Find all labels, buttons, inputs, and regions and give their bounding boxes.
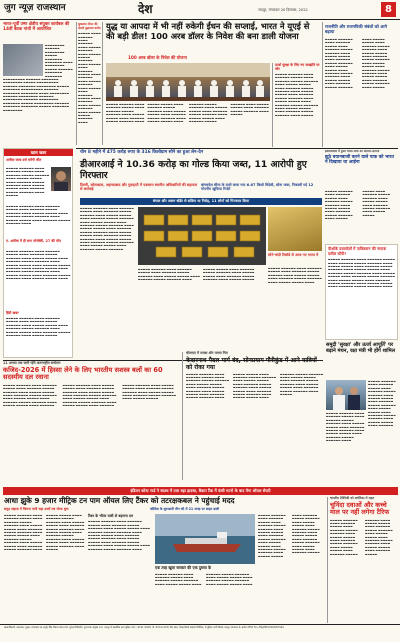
right-bottom-body: ▬▬▬▬▬ ▬▬▬▬▬▬ ▬▬▬▬ ▬▬▬▬▬▬ ▬▬▬▬▬ ▬▬▬▬ ▬▬▬▬▬▬ ▬▬▬▬▬ ▬▬▬▬▬▬ ▬▬▬▬ ▬▬▬▬▬ ▬▬▬▬▬ ▬▬▬▬ ▬▬▬▬▬▬ ▬▬▬▬▬ ▬▬▬▬▬▬ ▬▬▬▬ ▬▬▬▬▬ ▬▬▬▬▬ ▬▬▬▬ ▬▬▬▬▬▬ ▬▬▬▬▬ ▬▬▬▬▬▬ ▬▬▬▬ ▬▬▬▬▬ ▬▬▬▬▬ ▬▬▬▬ ▬▬▬▬▬▬ ▬▬▬▬▬ ▬▬▬▬▬▬ ▬▬▬▬ ▬▬▬▬▬ ▬▬▬▬▬ ▬▬▬▬ ▬▬▬▬▬▬ ▬▬▬▬▬ ▬▬▬▬▬▬ ▬▬▬▬ ▬▬▬▬▬ ▬▬▬▬▬ ▬▬▬▬ ▬▬▬▬▬▬ ▬▬▬▬▬ (330, 518, 393, 556)
cabinet-headline: कजिद-2026 में हिस्सा लेने के लिए भारतीय सशस्त्र बलों का 60 सदस्यीय दल रवाना (3, 365, 163, 382)
right-box-headline: पीओके दस्तावेज़ों में पाकिस्तान की नापाक दलील सोंपी? (328, 246, 387, 256)
narrow-column (76, 22, 103, 145)
maritime-body: ▬▬▬▬▬ ▬▬▬▬▬▬ ▬▬▬▬ ▬▬▬▬▬▬ ▬▬▬▬▬ ▬▬▬▬ ▬▬▬▬▬▬ ▬▬▬▬▬ ▬▬▬▬▬▬ ▬▬▬▬ ▬▬▬▬▬ ▬▬▬▬▬ ▬▬▬▬ ▬▬▬▬▬▬ ▬▬▬▬▬ ▬▬▬▬▬▬ ▬▬▬▬ ▬▬▬▬▬ ▬▬▬▬▬ ▬▬▬▬ ▬▬▬▬▬▬ ▬▬▬▬▬ ▬▬▬▬▬▬ ▬▬▬▬ ▬▬▬▬▬ ▬▬▬▬▬ ▬▬▬▬ ▬▬▬▬▬▬ (368, 380, 396, 428)
right-top-headline: राजनीति और राजनयिकी संबंधों को आगे बढ़ाया (325, 24, 387, 34)
right-top-story (322, 22, 398, 147)
left-top-photo (3, 44, 43, 76)
left-top-headline: भारत-पूर्वी उष्ण क्षेत्रीय संयुक्त कार्यबल की 14वीं बैठक गांधी में आयोजित (3, 22, 70, 32)
footer-imprint: स्वत्वाधिकारी, प्रकाशक, मुद्रक, सम्पादक पत्र अर्जुन सिंह निवास मंडल मार्ग, सुरेन्द्र सिटीफोर्ट, गुरुनानक संयुक्त नगर, जयपुर से प्रकाशित तथा मुद्रित। फोन : 0141-2339, मो. 9214 (222) पिन कोड, मेवाड़ प्रिंटर्स प्राइवेट लिमिटेड, से मुद्रित। सभी विवाद जयपुर न्यायालय के अधीन। RNI No.-RAJHIN/2020/81542 (4, 626, 284, 629)
maritime-photo (326, 380, 366, 410)
narrow-column-body: ▬▬▬▬▬ ▬▬▬▬ ▬▬▬▬▬▬ ▬▬▬▬ ▬▬▬▬▬▬ ▬▬▬▬ ▬▬▬▬▬ ▬▬▬▬▬▬ ▬▬▬▬ ▬▬▬▬▬ ▬▬▬▬▬ ▬▬▬▬▬▬ ▬▬▬▬ ▬▬▬▬▬ ▬▬▬▬ ▬▬▬▬▬▬ ▬▬▬▬▬ ▬▬▬▬ ▬▬▬▬▬▬ ▬▬▬▬ ▬▬▬▬▬ ▬▬▬▬▬▬ ▬▬▬▬ ▬▬▬▬▬ ▬▬▬▬ ▬▬▬▬▬▬ ▬▬▬▬▬ ▬▬▬▬ ▬▬▬▬▬▬ ▬▬▬▬ ▬▬▬▬▬ ▬▬▬▬▬▬ ▬▬▬▬ ▬▬▬▬▬ ▬▬▬▬▬ ▬▬▬▬▬▬ ▬▬▬▬ (78, 32, 101, 124)
left-box-body1: ▬▬▬▬▬ ▬▬▬▬▬▬ ▬▬▬▬ ▬▬▬▬▬▬ ▬▬▬▬▬ ▬▬▬▬ ▬▬▬▬▬▬ ▬▬▬▬▬ ▬▬▬▬▬▬ ▬▬▬▬ ▬▬▬▬▬ ▬▬▬▬▬ ▬▬▬▬ ▬▬▬▬▬▬ ▬▬▬▬▬ ▬▬▬▬▬▬ ▬▬▬▬ ▬▬▬▬▬ ▬▬▬▬▬ ▬▬▬▬ ▬▬▬▬▬▬ ▬▬▬▬▬ ▬▬▬▬▬▬ ▬▬▬▬ ▬▬▬▬▬ (6, 167, 50, 198)
left-box-sub3: हिंदी खबर (6, 311, 19, 315)
cabinet-kicker: 11 अगस्त तक जारी रहेंगे अंतरराष्ट्रीय सम्मेलन (3, 361, 61, 365)
gold-caption-bar: बंगाल और असम बॉर्डर से सक्रिय था गिरोह, 11 लोगों को गिरफ्तार किया (80, 198, 322, 205)
gold-kicker: चीन 8 महीने में 475 करोड़ रुपए के 316 किलोग्राम सोने का हुआ लेन-देन (80, 150, 204, 155)
gold-side-note: सोने-चांदी रिकॉर्ड से आज नए भारत में (268, 253, 319, 257)
person-portrait-icon (51, 167, 71, 191)
left-box-body3: ▬▬▬▬▬ ▬▬▬▬▬▬ ▬▬▬▬ ▬▬▬▬▬▬ ▬▬▬▬▬ ▬▬▬▬ ▬▬▬▬▬▬ ▬▬▬▬▬ ▬▬▬▬▬▬ ▬▬▬▬ ▬▬▬▬▬ ▬▬▬▬▬ ▬▬▬▬ ▬▬▬▬▬▬ ▬▬▬▬▬ ▬▬▬▬▬▬ ▬▬▬▬ ▬▬▬▬▬ ▬▬▬▬▬ ▬▬▬▬ ▬▬▬▬▬▬ ▬▬▬▬▬ ▬▬▬▬▬▬ ▬▬▬▬ ▬▬▬▬▬ ▬▬▬▬▬ ▬▬▬▬ ▬▬▬▬▬▬ ▬▬▬▬▬ ▬▬▬▬▬▬ ▬▬▬▬ ▬▬▬▬▬ ▬▬▬▬▬ ▬▬▬▬ ▬▬▬▬▬▬ ▬▬▬▬▬ ▬▬▬▬▬▬ ▬▬▬▬ ▬▬▬▬▬ ▬▬▬▬▬ ▬▬▬▬ (6, 250, 71, 281)
right-bottom-story (327, 497, 398, 623)
gold-body-left: ▬▬▬▬▬ ▬▬▬▬▬▬ ▬▬▬▬ ▬▬▬▬▬▬ ▬▬▬▬▬ ▬▬▬▬ ▬▬▬▬▬▬ ▬▬▬▬▬ ▬▬▬▬▬▬ ▬▬▬▬ ▬▬▬▬▬ ▬▬▬▬▬ ▬▬▬▬ ▬▬▬▬▬▬ ▬▬▬▬▬ ▬▬▬▬▬▬ ▬▬▬▬ ▬▬▬▬▬ ▬▬▬▬▬ ▬▬▬▬ ▬▬▬▬▬▬ ▬▬▬▬▬ ▬▬▬▬▬▬ ▬▬▬▬ ▬▬▬▬▬ ▬▬▬▬▬ ▬▬▬▬ ▬▬▬▬▬▬ ▬▬▬▬▬ ▬▬▬▬▬▬ ▬▬▬▬ ▬▬▬▬▬ ▬▬▬▬▬ ▬▬▬▬ ▬▬▬▬▬▬ ▬▬▬▬▬ ▬▬▬▬▬▬ ▬▬▬▬ ▬▬▬▬▬ ▬▬▬▬▬ ▬▬▬▬ ▬▬▬▬▬▬ ▬▬▬▬▬ ▬▬▬▬▬▬ ▬▬▬▬ ▬▬▬▬▬ ▬▬▬▬▬ ▬▬▬▬ ▬▬▬▬▬▬ ▬▬▬▬▬ ▬▬▬▬▬▬ (80, 207, 134, 251)
gold-body-mid: ▬▬▬▬▬ ▬▬▬▬▬▬ ▬▬▬▬ ▬▬▬▬▬▬ ▬▬▬▬▬ ▬▬▬▬ ▬▬▬▬▬▬ ▬▬▬▬▬ ▬▬▬▬▬▬ ▬▬▬▬ ▬▬▬▬▬ ▬▬▬▬▬ ▬▬▬▬ ▬▬▬▬▬▬ ▬▬▬▬▬ ▬▬▬▬▬▬ ▬▬▬▬ ▬▬▬▬▬ ▬▬▬▬▬ ▬▬▬▬ ▬▬▬▬▬▬ ▬▬▬▬▬ ▬▬▬▬▬▬ ▬▬▬▬ ▬▬▬▬▬ ▬▬▬▬▬ ▬▬▬▬ ▬▬▬▬▬▬ ▬▬▬▬▬ ▬▬▬▬▬▬ ▬▬▬▬ ▬▬▬▬▬ ▬▬▬▬▬ (138, 268, 255, 282)
bottom-sub: एक तरह खुला सरकार की एक दुरुस्त के (155, 565, 211, 570)
bottom-caption-block (88, 514, 152, 622)
left-box-body2: ▬▬▬▬▬ ▬▬▬▬▬▬ ▬▬▬▬ ▬▬▬▬▬▬ ▬▬▬▬▬ ▬▬▬▬ ▬▬▬▬▬▬ ▬▬▬▬▬ ▬▬▬▬▬▬ ▬▬▬▬ ▬▬▬▬▬ ▬▬▬▬▬ ▬▬▬▬ ▬▬▬▬▬▬ ▬▬▬▬▬ ▬▬▬▬▬▬ ▬▬▬▬ ▬▬▬▬▬ ▬▬▬▬▬ ▬▬▬▬ ▬▬▬▬▬▬ ▬▬▬▬▬ ▬▬▬▬▬▬ ▬▬▬▬ (6, 205, 71, 226)
gold-headline: डीआरआई ने 10.36 करोड़ का गोल्ड किया जब्त, 11 आरोपी हुए गिरफ्तार (80, 159, 307, 181)
gold-side-body: ▬▬▬▬▬ ▬▬▬▬▬▬ ▬▬▬▬ ▬▬▬▬▬▬ ▬▬▬▬▬ ▬▬▬▬ ▬▬▬▬▬▬ ▬▬▬▬▬ ▬▬▬▬▬▬ ▬▬▬▬ ▬▬▬▬▬ ▬▬▬▬▬ ▬▬▬▬ ▬▬▬▬▬▬ ▬▬▬▬▬ ▬▬▬▬▬▬ ▬▬▬▬ ▬▬▬▬▬ ▬▬▬▬▬ ▬▬▬▬ (268, 267, 322, 284)
right-bottom-kicker: भारतीय टेक्निकी को अमेरिका में राहत (330, 496, 375, 500)
lead-sidebar-body: ▬▬▬▬▬ ▬▬▬▬▬▬ ▬▬▬▬ ▬▬▬▬▬▬ ▬▬▬▬▬ ▬▬▬▬ ▬▬▬▬▬▬ ▬▬▬▬▬ ▬▬▬▬▬▬ ▬▬▬▬ ▬▬▬▬▬ ▬▬▬▬▬ ▬▬▬▬ ▬▬▬▬▬▬ ▬▬▬▬▬ ▬▬▬▬▬▬ ▬▬▬▬ ▬▬▬▬▬ ▬▬▬▬▬ ▬▬▬▬ ▬▬▬▬▬▬ ▬▬▬▬▬ ▬▬▬▬▬▬ ▬▬▬▬ ▬▬▬▬▬ ▬▬▬▬▬ ▬▬▬▬ ▬▬▬▬▬▬ ▬▬▬▬▬ ▬▬▬▬▬▬ ▬▬▬▬ ▬▬▬▬▬ ▬▬▬▬▬ ▬▬▬▬ ▬▬▬▬▬▬ ▬▬▬▬▬ ▬▬▬▬▬▬ ▬▬▬▬ ▬▬▬▬▬ (275, 73, 319, 117)
left-box-sub2: ए. अमीषा में ही लगा मोनोबेरी, 27 की मौत (6, 239, 61, 243)
bottom-body-right: ▬▬▬▬▬ ▬▬▬▬▬▬ ▬▬▬▬ ▬▬▬▬▬▬ ▬▬▬▬▬ ▬▬▬▬ ▬▬▬▬▬▬ ▬▬▬▬▬ ▬▬▬▬▬▬ ▬▬▬▬ ▬▬▬▬▬ ▬▬▬▬▬ ▬▬▬▬ ▬▬▬▬▬▬ ▬▬▬▬▬ ▬▬▬▬▬▬ ▬▬▬▬ ▬▬▬▬▬ ▬▬▬▬▬ ▬▬▬▬ ▬▬▬▬▬▬ ▬▬▬▬▬ ▬▬▬▬▬▬ ▬▬▬▬ ▬▬▬▬▬ ▬▬▬▬▬ ▬▬▬▬ ▬▬▬▬▬▬ ▬▬▬▬▬ ▬▬▬▬▬▬ ▬▬▬▬ ▬▬▬▬▬ ▬▬▬▬▬ ▬▬▬▬ ▬▬▬▬▬▬ ▬▬▬▬▬ ▬▬▬▬▬▬ ▬▬▬▬ ▬▬▬▬▬ ▬▬▬▬▬ ▬▬▬▬ ▬▬▬▬▬▬ ▬▬▬▬▬ ▬▬▬▬▬▬ ▬▬▬▬ ▬▬▬▬▬ ▬▬▬▬▬ ▬▬▬▬ ▬▬▬▬▬▬ ▬▬▬▬▬ (258, 514, 320, 558)
right-top-body: ▬▬▬▬▬ ▬▬▬▬▬▬ ▬▬▬▬ ▬▬▬▬▬▬ ▬▬▬▬▬ ▬▬▬▬ ▬▬▬▬▬▬ ▬▬▬▬▬ ▬▬▬▬▬▬ ▬▬▬▬ ▬▬▬▬▬ ▬▬▬▬▬ ▬▬▬▬ ▬▬▬▬▬▬ ▬▬▬▬▬ ▬▬▬▬▬▬ ▬▬▬▬ ▬▬▬▬▬ ▬▬▬▬▬ ▬▬▬▬ ▬▬▬▬▬▬ ▬▬▬▬▬ ▬▬▬▬▬▬ ▬▬▬▬ ▬▬▬▬▬ ▬▬▬▬▬ ▬▬▬▬ ▬▬▬▬▬▬ ▬▬▬▬▬ ▬▬▬▬▬▬ ▬▬▬▬ ▬▬▬▬▬ ▬▬▬▬▬ ▬▬▬▬ ▬▬▬▬▬▬ ▬▬▬▬▬ ▬▬▬▬▬▬ ▬▬▬▬ ▬▬▬▬▬ ▬▬▬▬▬ ▬▬▬▬ ▬▬▬▬▬▬ ▬▬▬▬▬ ▬▬▬▬▬▬ ▬▬▬▬ ▬▬▬▬▬ ▬▬▬▬▬ ▬▬▬▬ ▬▬▬▬▬▬ ▬▬▬▬▬ ▬▬▬▬▬▬ ▬▬▬▬ ▬▬▬▬▬ ▬▬▬▬▬ ▬▬▬▬ ▬▬▬▬▬▬ ▬▬▬▬▬ ▬▬▬▬▬▬ ▬▬▬▬ ▬▬▬▬▬ (325, 38, 390, 89)
masthead-logo: जुग न्यूज़ राजस्थान (4, 3, 66, 13)
cabinet-story (3, 362, 179, 482)
kedarnath-kicker: चौतरफ़ा में मलबा और पलवा गिरा (186, 351, 228, 355)
left-box-sub1: अमीषा जल्द दर्ज करेंगी जीत (6, 158, 42, 162)
narrow-column-heading: सुकतांत नौदन की दोरावे मुद्रापाय वर्माय (78, 22, 101, 30)
cabinet-body: ▬▬▬▬▬ ▬▬▬▬▬▬ ▬▬▬▬ ▬▬▬▬▬▬ ▬▬▬▬▬ ▬▬▬▬ ▬▬▬▬▬▬ ▬▬▬▬▬ ▬▬▬▬▬▬ ▬▬▬▬ ▬▬▬▬▬ ▬▬▬▬▬ ▬▬▬▬ ▬▬▬▬▬▬ ▬▬▬▬▬ ▬▬▬▬▬▬ ▬▬▬▬ ▬▬▬▬▬ ▬▬▬▬▬ ▬▬▬▬ ▬▬▬▬▬▬ ▬▬▬▬▬ ▬▬▬▬▬▬ ▬▬▬▬ ▬▬▬▬▬ ▬▬▬▬▬ ▬▬▬▬ ▬▬▬▬▬▬ ▬▬▬▬▬ ▬▬▬▬▬▬ ▬▬▬▬ ▬▬▬▬▬ ▬▬▬▬▬ ▬▬▬▬ ▬▬▬▬▬▬ ▬▬▬▬▬ ▬▬▬▬▬▬ ▬▬▬▬ ▬▬▬▬▬ ▬▬▬▬▬ ▬▬▬▬ ▬▬▬▬▬▬ ▬▬▬▬▬ ▬▬▬▬▬▬ ▬▬▬▬ ▬▬▬▬▬ ▬▬▬▬▬ ▬▬▬▬ ▬▬▬▬▬▬ ▬▬▬▬▬ ▬▬▬▬▬▬ ▬▬▬▬ ▬▬▬▬▬ ▬▬▬▬▬ ▬▬▬▬ ▬▬▬▬▬▬ ▬▬▬▬▬ ▬▬▬▬▬▬ ▬▬▬▬ ▬▬▬▬▬ ▬▬▬▬▬ ▬▬▬▬ ▬▬▬▬▬▬ ▬▬▬▬▬ ▬▬▬▬▬▬ ▬▬▬▬ ▬▬▬▬▬ ▬▬▬▬▬ ▬▬▬▬ ▬▬▬▬▬▬ ▬▬▬▬▬ ▬▬▬▬▬▬ ▬▬▬▬ ▬▬▬▬▬ ▬▬▬▬▬ (3, 383, 177, 408)
delegation-photo-icon (106, 63, 270, 101)
lead-sidebar-heading: ऊर्जा सुरक्षा के लिए नए समझौते पर जोर (275, 63, 320, 71)
wide-banner: इंडियन कोस्ट गार्ड ने साउथ में टला बड़ा हादसा, बैक्टर टैंक में फंसी गटनो के बाद मेगा ऑयल सेफ्टी (3, 487, 398, 495)
bottom-headline: आधा झुके 9 हजार मीट्रिक टन पाम ऑयल लिए टैंकर को तटरक्षकबल ने पहुंचाई मदद (4, 496, 235, 505)
lead-headline: युद्ध या आपदा में भी नहीं रुकेगी ईंधन की सप्लाई, भारत ने यूएई से की बड़ी डील! 100 अरब डॉलर के निवेश की बना डाली योजना (106, 21, 310, 41)
right-mid-kicker: इस्लामाबाद में हुआ भारत-पाक का आमना-सामना (325, 149, 380, 153)
bottom-caption-body: ▬▬▬▬▬ ▬▬▬▬▬▬ ▬▬▬▬ ▬▬▬▬▬▬ ▬▬▬▬▬ ▬▬▬▬ ▬▬▬▬▬▬ ▬▬▬▬▬ ▬▬▬▬▬▬ ▬▬▬▬ ▬▬▬▬▬ ▬▬▬▬▬ ▬▬▬▬ ▬▬▬▬▬▬ ▬▬▬▬▬ ▬▬▬▬▬▬ ▬▬▬▬ ▬▬▬▬▬ ▬▬▬▬▬ ▬▬▬▬ ▬▬▬▬▬▬ ▬▬▬▬▬ ▬▬▬▬▬▬ ▬▬▬▬ ▬▬▬▬▬ ▬▬▬▬▬ ▬▬▬▬ ▬▬▬▬▬▬ ▬▬▬▬▬ ▬▬▬▬▬▬ ▬▬▬▬ ▬▬▬▬▬ ▬▬▬▬▬ ▬▬▬▬ ▬▬▬▬▬▬ ▬▬▬▬▬ ▬▬▬▬▬▬ ▬▬▬▬ (88, 520, 151, 551)
lead-photo (106, 63, 270, 101)
left-box-portrait (51, 167, 71, 191)
gold-bars-photo (138, 207, 266, 265)
gold-highlight-right: बांग्लादेश सीमा के रास्ते लाया गया 6.67 किलो विदेशी, सोना जब्त, निकाली गई 12 गोपनीय खुफिया रिपोर्ट (201, 183, 314, 192)
right-box-story (325, 244, 398, 340)
maritime-headline: समुद्री 'सुरक्षा' और ऊर्जा आपूर्ति' पर बढ़ाने मंथन, रक्षा मंत्री भी होंगे शामिल (326, 342, 398, 354)
bottom-sub-block (155, 566, 255, 622)
footer (0, 624, 400, 642)
gold-side-column (268, 207, 322, 305)
gold-highlight-left: दिल्ली, कोलकाता, अहमदाबाद और गुवाहाटी में एकसाथ स्थानीय अधिकारियों की सहायता से कार्रवाई (80, 183, 198, 192)
gold-bars-icon (138, 207, 266, 265)
lead-subhead: 100 अरब डॉलर के निवेश की योजना (128, 55, 187, 60)
right-box-body: ▬▬▬▬▬ ▬▬▬▬▬▬ ▬▬▬▬ ▬▬▬▬▬▬ ▬▬▬▬▬ ▬▬▬▬ ▬▬▬▬▬▬ ▬▬▬▬▬ ▬▬▬▬▬▬ ▬▬▬▬ ▬▬▬▬▬ ▬▬▬▬▬ ▬▬▬▬ ▬▬▬▬▬▬ ▬▬▬▬▬ ▬▬▬▬▬▬ ▬▬▬▬ ▬▬▬▬▬ ▬▬▬▬▬ ▬▬▬▬ ▬▬▬▬▬▬ ▬▬▬▬▬ ▬▬▬▬▬▬ ▬▬▬▬ ▬▬▬▬▬ ▬▬▬▬▬ ▬▬▬▬ ▬▬▬▬▬▬ ▬▬▬▬▬ ▬▬▬▬▬▬ ▬▬▬▬ ▬▬▬▬▬ ▬▬▬▬▬ ▬▬▬▬ ▬▬▬▬▬▬ ▬▬▬▬▬ ▬▬▬▬▬▬ ▬▬▬▬ ▬▬▬▬▬ ▬▬▬▬▬ ▬▬▬▬ ▬▬▬▬▬▬ ▬▬▬▬▬ ▬▬▬▬▬▬ ▬▬▬▬ (328, 258, 396, 289)
left-box (3, 148, 73, 358)
right-bottom-headline: चुनिंदा दवाओं और कच्चे माल पर नहीं लगेगा टैरिफ (330, 500, 390, 517)
left-top-story (3, 22, 74, 76)
tanker-photo (155, 514, 255, 564)
lead-body: ▬▬▬▬▬ ▬▬▬▬▬▬ ▬▬▬▬ ▬▬▬▬▬▬ ▬▬▬▬▬ ▬▬▬▬ ▬▬▬▬▬▬ ▬▬▬▬▬ ▬▬▬▬▬▬ ▬▬▬▬ ▬▬▬▬▬ ▬▬▬▬▬ ▬▬▬▬ ▬▬▬▬▬▬ ▬▬▬▬▬ ▬▬▬▬▬▬ ▬▬▬▬ ▬▬▬▬▬ ▬▬▬▬▬ ▬▬▬▬ ▬▬▬▬▬▬ ▬▬▬▬▬ ▬▬▬▬▬▬ ▬▬▬▬ ▬▬▬▬▬ ▬▬▬▬▬ ▬▬▬▬ ▬▬▬▬▬▬ ▬▬▬▬▬ ▬▬▬▬▬▬ ▬▬▬▬ ▬▬▬▬▬ ▬▬▬▬▬ ▬▬▬▬ ▬▬▬▬▬▬ ▬▬▬▬▬ ▬▬▬▬▬▬ ▬▬▬▬ ▬▬▬▬▬ ▬▬▬▬▬ ▬▬▬▬ ▬▬▬▬▬▬ ▬▬▬▬▬ ▬▬▬▬▬▬ ▬▬▬▬ ▬▬▬▬▬ ▬▬▬▬▬ ▬▬▬▬ ▬▬▬▬▬▬ ▬▬▬▬▬ ▬▬▬▬▬▬ ▬▬▬▬ ▬▬▬▬▬ ▬▬▬▬▬ ▬▬▬▬ ▬▬▬▬▬▬ ▬▬▬▬▬ ▬▬▬▬▬▬ ▬▬▬▬ ▬▬▬▬▬ (106, 103, 269, 124)
lead-story (106, 22, 320, 147)
right-mid-body: ▬▬▬▬▬ ▬▬▬▬▬▬ ▬▬▬▬ ▬▬▬▬▬▬ ▬▬▬▬▬ ▬▬▬▬ ▬▬▬▬▬▬ ▬▬▬▬▬ ▬▬▬▬▬▬ ▬▬▬▬ ▬▬▬▬▬ ▬▬▬▬▬ ▬▬▬▬ ▬▬▬▬▬▬ ▬▬▬▬▬ ▬▬▬▬▬▬ ▬▬▬▬ ▬▬▬▬▬ ▬▬▬▬▬ ▬▬▬▬ ▬▬▬▬▬▬ ▬▬▬▬▬ ▬▬▬▬▬▬ ▬▬▬▬ ▬▬▬▬▬ ▬▬▬▬▬ ▬▬▬▬ ▬▬▬▬▬▬ ▬▬▬▬▬ ▬▬▬▬▬▬ ▬▬▬▬ ▬▬▬▬▬ ▬▬▬▬▬ (325, 190, 391, 221)
maritime-story (240, 342, 398, 482)
dateline: जयपुर, मंगलवार 20 दिसम्बर, 2022 (258, 8, 308, 12)
bottom-kicker-right: कोशिश के शुरुआती तीन घंटे में 21 जगह पर लाइट डाली (150, 507, 220, 511)
section-title: देश (138, 2, 153, 16)
masthead (0, 0, 400, 20)
lead-sidebar (272, 63, 320, 147)
kedarnath-body: ▬▬▬▬▬ ▬▬▬▬▬▬ ▬▬▬▬ ▬▬▬▬▬▬ ▬▬▬▬▬ ▬▬▬▬ ▬▬▬▬▬▬ ▬▬▬▬▬ ▬▬▬▬▬▬ ▬▬▬▬ ▬▬▬▬▬ ▬▬▬▬▬ ▬▬▬▬ ▬▬▬▬▬▬ ▬▬▬▬▬ ▬▬▬▬▬▬ ▬▬▬▬ ▬▬▬▬▬ ▬▬▬▬▬ ▬▬▬▬ ▬▬▬▬▬▬ ▬▬▬▬▬ ▬▬▬▬▬▬ ▬▬▬▬ ▬▬▬▬▬ ▬▬▬▬▬ ▬▬▬▬ ▬▬▬▬▬▬ ▬▬▬▬▬ ▬▬▬▬▬▬ ▬▬▬▬ ▬▬▬▬▬ ▬▬▬▬▬ ▬▬▬▬ ▬▬▬▬▬▬ ▬▬▬▬▬ ▬▬▬▬▬▬ ▬▬▬▬ ▬▬▬▬▬ ▬▬▬▬▬ ▬▬▬▬ ▬▬▬▬▬▬ ▬▬▬▬▬ ▬▬▬▬▬▬ ▬▬▬▬ ▬▬▬▬▬ ▬▬▬▬▬ ▬▬▬▬ ▬▬▬▬▬▬ ▬▬▬▬▬ ▬▬▬▬▬▬ ▬▬▬▬ ▬▬▬▬▬ ▬▬▬▬▬ ▬▬▬▬ ▬▬▬▬▬▬ ▬▬▬▬▬ ▬▬▬▬▬▬ ▬▬▬▬ ▬▬▬▬▬ ▬▬▬▬▬ ▬▬▬▬ ▬▬▬▬▬▬ ▬▬▬▬▬ ▬▬▬▬▬▬ ▬▬▬▬ ▬▬▬▬▬ (186, 372, 324, 400)
bottom-body-left: ▬▬▬▬▬ ▬▬▬▬▬▬ ▬▬▬▬ ▬▬▬▬▬▬ ▬▬▬▬▬ ▬▬▬▬ ▬▬▬▬▬▬ ▬▬▬▬▬ ▬▬▬▬▬▬ ▬▬▬▬ ▬▬▬▬▬ ▬▬▬▬▬ ▬▬▬▬ ▬▬▬▬▬▬ ▬▬▬▬▬ ▬▬▬▬▬▬ ▬▬▬▬ ▬▬▬▬▬ ▬▬▬▬▬ ▬▬▬▬ ▬▬▬▬▬▬ ▬▬▬▬▬ ▬▬▬▬▬▬ ▬▬▬▬ ▬▬▬▬▬ ▬▬▬▬▬ ▬▬▬▬ ▬▬▬▬▬▬ ▬▬▬▬▬ ▬▬▬▬▬▬ ▬▬▬▬ ▬▬▬▬▬ ▬▬▬▬▬ ▬▬▬▬ ▬▬▬▬▬▬ ▬▬▬▬▬ ▬▬▬▬▬▬ ▬▬▬▬ ▬▬▬▬▬ ▬▬▬▬▬ ▬▬▬▬ ▬▬▬▬▬▬ ▬▬▬▬▬ ▬▬▬▬▬▬ ▬▬▬▬ ▬▬▬▬▬ ▬▬▬▬▬ ▬▬▬▬ ▬▬▬▬▬▬ ▬▬▬▬▬ ▬▬▬▬▬▬ ▬▬▬▬ ▬▬▬▬▬ ▬▬▬▬▬ ▬▬▬▬ ▬▬▬▬▬▬ ▬▬▬▬▬ ▬▬▬▬▬▬ ▬▬▬▬ ▬▬▬▬▬ (4, 514, 85, 552)
page-number: 8 (381, 2, 396, 17)
officials-photo-icon (326, 380, 366, 410)
right-mid-headline: झूठे बयानबाजी करने वाले पाक को भारत ने दिखाया था आईना (325, 154, 394, 165)
bottom-caption: टैंकर के भीतर यात्री से बहराना दम (88, 514, 133, 518)
tanker-ship-icon (155, 514, 255, 564)
kedarnath-headline: केदारनाथ पैदल मार्ग बंद, सोनप्रयाग गौरीकुंड में आने यात्रियों को रोका गया (186, 356, 317, 371)
bottom-sub-body: ▬▬▬▬▬ ▬▬▬▬▬▬ ▬▬▬▬ ▬▬▬▬▬▬ ▬▬▬▬▬ ▬▬▬▬ ▬▬▬▬▬▬ ▬▬▬▬▬ ▬▬▬▬▬▬ ▬▬▬▬ ▬▬▬▬▬ ▬▬▬▬▬ ▬▬▬▬ ▬▬▬▬▬▬ ▬▬▬▬▬ ▬▬▬▬▬▬ ▬▬▬▬ ▬▬▬▬▬ ▬▬▬▬▬ ▬▬▬▬ ▬▬▬▬▬▬ ▬▬▬▬▬ ▬▬▬▬▬▬ ▬▬▬▬ ▬▬▬▬▬ ▬▬▬▬▬ ▬▬▬▬ (155, 572, 253, 586)
left-box-body4: ▬▬▬▬▬ ▬▬▬▬▬▬ ▬▬▬▬ ▬▬▬▬▬▬ ▬▬▬▬▬ ▬▬▬▬ ▬▬▬▬▬▬ ▬▬▬▬▬ ▬▬▬▬▬▬ ▬▬▬▬ ▬▬▬▬▬ ▬▬▬▬▬ ▬▬▬▬ ▬▬▬▬▬▬ ▬▬▬▬▬ ▬▬▬▬▬▬ ▬▬▬▬ ▬▬▬▬▬ ▬▬▬▬▬ ▬▬▬▬ ▬▬▬▬▬▬ ▬▬▬▬▬ ▬▬▬▬▬▬ ▬▬▬▬ ▬▬▬▬▬ ▬▬▬▬▬ (6, 317, 71, 338)
maritime-body-2: ▬▬▬▬▬ ▬▬▬▬▬▬ ▬▬▬▬ ▬▬▬▬▬▬ ▬▬▬▬▬ ▬▬▬▬ ▬▬▬▬▬▬ ▬▬▬▬▬ ▬▬▬▬▬▬ ▬▬▬▬ ▬▬▬▬▬ ▬▬▬▬▬ ▬▬▬▬ ▬▬▬▬▬▬ ▬▬▬▬▬ ▬▬▬▬▬▬ ▬▬▬▬ ▬▬▬▬▬ ▬▬▬▬▬ ▬▬▬▬ ▬▬▬▬▬▬ ▬▬▬▬▬ ▬▬▬▬▬▬ ▬▬▬▬ (326, 412, 365, 443)
bottom-kicker-left: समुद्र जहाज़ में जितना पानी चढ़ा उसमें तब गोल्ड शुरू (4, 507, 69, 511)
gold-side-photo (268, 207, 322, 251)
left-box-heading: खास खबर (4, 149, 73, 156)
left-top-body-2: ▬▬▬▬▬▬▬▬▬ ▬▬▬▬▬▬ ▬▬▬▬▬▬▬ ▬▬▬▬▬▬▬▬ ▬▬▬▬▬ ▬▬▬▬▬▬▬▬▬ ▬▬▬▬▬▬ ▬▬▬▬▬▬▬ ▬▬▬▬▬▬▬▬ ▬▬▬▬▬ ▬▬▬▬▬▬▬ ▬▬▬▬▬▬▬▬▬ ▬▬▬▬▬▬ ▬▬▬▬▬▬▬ ▬▬▬▬▬▬▬ ▬▬▬▬ ▬▬▬▬▬▬▬▬ ▬▬▬▬▬▬ ▬▬▬▬▬▬▬▬ ▬▬▬▬▬▬ ▬▬▬▬▬▬▬▬ ▬▬▬▬▬▬ ▬▬▬▬▬▬▬▬ ▬▬▬▬▬▬▬ ▬▬▬▬▬ ▬▬▬▬▬▬▬▬ ▬▬▬▬▬▬ ▬▬▬▬▬▬▬ ▬▬▬▬▬▬▬ ▬▬▬▬▬ ▬▬▬▬▬▬▬ ▬▬▬▬▬▬▬▬ (3, 78, 70, 112)
left-top-body: ▬▬▬▬▬▬▬▬ ▬▬▬▬▬▬ ▬▬▬▬▬▬▬▬ ▬▬▬▬▬ ▬▬▬▬▬▬▬ ▬▬▬▬▬▬▬ ▬▬▬▬ ▬▬▬▬▬▬▬▬ ▬▬▬▬▬ ▬▬▬▬▬▬ ▬▬▬▬▬▬▬ ▬▬▬▬▬▬▬ (45, 44, 73, 78)
